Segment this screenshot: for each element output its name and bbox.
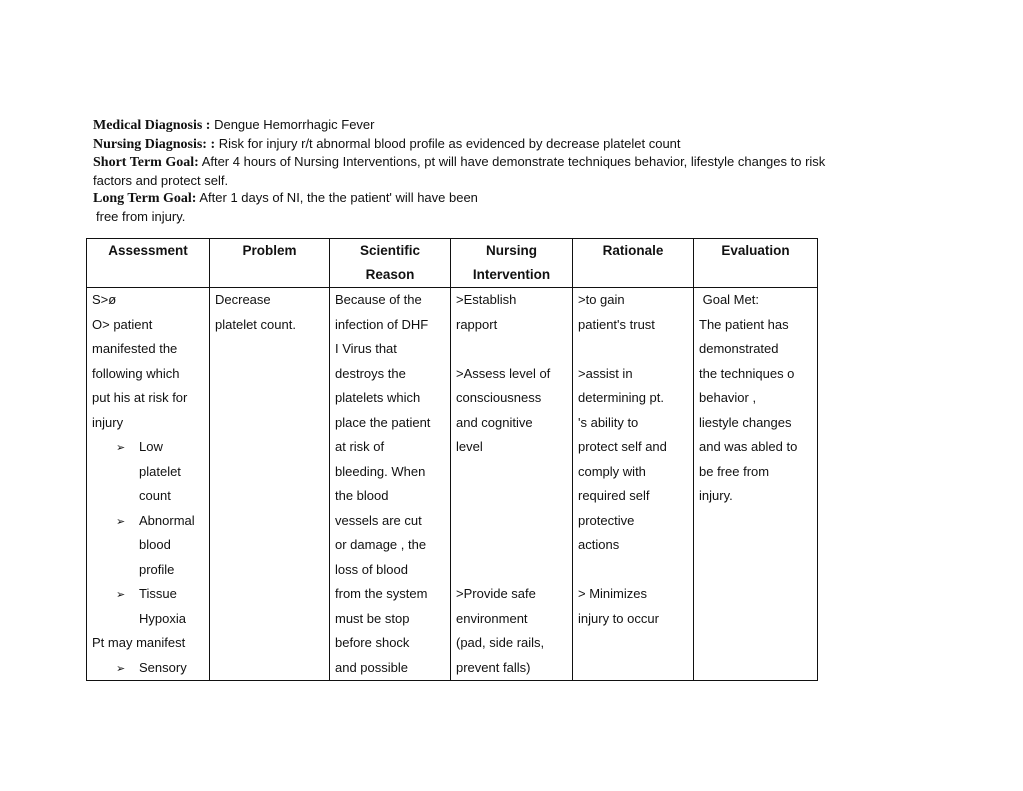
nursing-intervention-cell: [451, 288, 573, 681]
header-scientific-reason: Scientific Reason: [330, 239, 451, 288]
text-line: >to gain: [578, 292, 625, 307]
text-line: > Minimizes: [578, 586, 647, 601]
text-line: at risk of: [335, 439, 385, 454]
nursing-care-plan-table: [86, 238, 818, 681]
header-problem: Problem: [210, 239, 330, 288]
blank-line: [456, 337, 567, 362]
text-line: before shock: [335, 635, 410, 650]
text-line: place the patient: [335, 414, 431, 430]
arrow-bullet-icon: ➢: [116, 589, 126, 601]
text-line: bleeding. When: [335, 463, 426, 479]
bullet-item: ➢ Low: [92, 435, 204, 460]
text-line: The patient has: [699, 316, 789, 332]
text-line: S>ø: [92, 292, 117, 307]
text-line: profile: [139, 561, 175, 577]
text-line: rapport: [456, 316, 498, 332]
text-line: injury to occur: [578, 610, 659, 626]
text-line: injury: [92, 414, 124, 430]
short-term-goal-cont: factors and protect self.: [93, 172, 229, 188]
nursing-diagnosis: [93, 135, 913, 154]
text-line: manifested the: [92, 341, 178, 356]
text-line: and was abled to: [699, 439, 798, 454]
medical-diagnosis: [93, 116, 913, 135]
text-line: Goal Met:: [699, 292, 759, 307]
blank-line: [578, 337, 688, 362]
text-line: O> patient: [92, 316, 153, 332]
text-line: >Assess level of: [456, 365, 551, 381]
bullet-item: ➢ Sensory: [92, 656, 204, 681]
header-evaluation: Evaluation: [694, 239, 818, 288]
text-line: environment: [456, 610, 528, 626]
bullet-item: ➢ Abnormal: [92, 509, 204, 534]
text-line: Pt may manifest: [92, 635, 186, 650]
text-line: protective: [578, 512, 635, 528]
text-line: platelets which: [335, 390, 421, 405]
text-line: injury.: [699, 488, 733, 503]
text-line: and possible: [335, 659, 408, 675]
long-term-goal-cont: free from injury.: [96, 208, 186, 224]
text-line: >Provide safe: [456, 586, 536, 601]
arrow-bullet-icon: ➢: [116, 515, 126, 528]
header-rationale: Rationale: [573, 239, 694, 288]
text-line: destroys the: [335, 365, 406, 381]
blank-line: [456, 533, 567, 558]
arrow-bullet-icon: ➢: [116, 442, 126, 454]
text-line: blood: [139, 537, 171, 552]
text-line: (pad, side rails,: [456, 635, 545, 650]
text-line: count: [139, 488, 171, 503]
text-line: put his at risk for: [92, 390, 188, 405]
text-line: vessels are cut: [335, 512, 422, 528]
text-line: platelet: [139, 463, 181, 479]
text-line: infection of DHF: [335, 316, 429, 332]
text-line: liestyle changes: [699, 414, 792, 430]
short-term-goal: [93, 153, 913, 172]
short-term-goal-label: Short Term Goal:: [93, 155, 199, 170]
diagnosis-header: [93, 116, 913, 225]
long-term-goal-value: After 1 days of NI, the the patient' will have been: [199, 190, 478, 205]
text-line: behavior ,: [699, 390, 757, 405]
nursing-diagnosis-value: Risk for injury r/t abnormal blood profile as evidenced by decrease platelet count: [218, 135, 681, 151]
bullet-item: ➢ Tissue: [92, 582, 204, 607]
blank-line: [578, 558, 688, 583]
text-line: platelet count.: [215, 316, 296, 332]
text-line: prevent falls): [456, 659, 531, 675]
text-line: comply with: [578, 463, 646, 479]
text-line: the techniques o: [699, 365, 795, 381]
text-line: following which: [92, 365, 180, 381]
rationale-cell: [573, 288, 694, 681]
text-line: >assist in: [578, 365, 633, 381]
header-nursing-intervention: Nursing Intervention: [451, 239, 573, 288]
blank-line: [456, 484, 567, 509]
text-line: demonstrated: [699, 341, 779, 356]
text-line: consciousness: [456, 390, 542, 405]
text-line: and cognitive: [456, 414, 533, 430]
text-line: actions: [578, 537, 620, 552]
long-term-goal-label: Long Term Goal:: [93, 191, 197, 206]
long-term-goal: [93, 189, 913, 208]
text-line: Because of the: [335, 292, 422, 307]
text-line: Hypoxia: [139, 610, 186, 626]
table-row: [87, 288, 818, 681]
text-line: loss of blood: [335, 561, 408, 577]
arrow-bullet-icon: ➢: [116, 662, 126, 675]
assessment-cell: [87, 288, 210, 681]
evaluation-cell: [694, 288, 818, 681]
text-line: patient's trust: [578, 316, 655, 332]
blank-line: [456, 460, 567, 485]
short-term-goal-value: After 4 hours of Nursing Interventions, pt will have demonstrate techniques behavior, lifestyle changes to risk: [201, 154, 826, 169]
text-line: be free from: [699, 463, 770, 479]
text-line: I Virus that: [335, 341, 397, 356]
medical-diagnosis-value: Dengue Hemorrhagic Fever: [214, 117, 375, 132]
text-line: protect self and: [578, 439, 667, 454]
problem-cell: [210, 288, 330, 681]
text-line: 's ability to: [578, 414, 639, 430]
blank-line: [456, 558, 567, 583]
table-header-row: [87, 239, 818, 288]
text-line: must be stop: [335, 610, 410, 626]
text-line: determining pt.: [578, 390, 664, 405]
text-line: required self: [578, 488, 650, 503]
text-line: >Establish: [456, 292, 517, 307]
header-assessment: Assessment: [87, 239, 210, 288]
text-line: Decrease: [215, 292, 271, 307]
nursing-diagnosis-label: Nursing Diagnosis: :: [93, 136, 216, 152]
text-line: level: [456, 439, 483, 454]
text-line: from the system: [335, 586, 428, 601]
blank-line: [456, 509, 567, 534]
text-line: or damage , the: [335, 537, 427, 552]
medical-diagnosis-label: Medical Diagnosis :: [93, 118, 211, 133]
text-line: the blood: [335, 488, 389, 503]
scientific-reason-cell: [330, 288, 451, 681]
